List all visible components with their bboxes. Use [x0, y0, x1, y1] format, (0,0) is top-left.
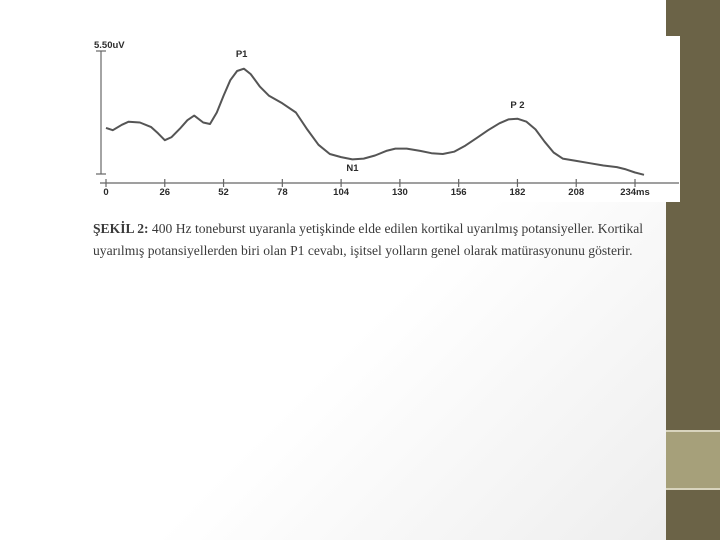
x-tick-label: 130: [391, 187, 408, 198]
x-tick-label: 182: [509, 187, 526, 198]
decor-accent-block: [666, 432, 720, 488]
x-tick-label: 26: [159, 187, 171, 198]
caption-text: 400 Hz toneburst uyaranla yetişkinde elde edilen kortikal uyarılmış potansiyeller. Kortikal uyarılmış potansiyellerden biri olan P1 cevabı, işitsel yolların genel olarak matürasyonunu gösterir.: [93, 221, 644, 258]
x-tick-label: 78: [277, 187, 288, 198]
x-axis: [100, 179, 679, 198]
x-tick-label: 52: [218, 187, 229, 198]
x-tick-label: 234ms: [620, 187, 650, 198]
caption-lead: ŞEKİL 2:: [93, 221, 149, 236]
figure-caption: [93, 218, 693, 261]
aep-waveform-figure: [90, 36, 680, 202]
waveform-chart: [90, 36, 680, 202]
annotation-group: [236, 49, 525, 174]
x-tick-label: 0: [103, 187, 109, 198]
y-top-label: 5.50uV: [94, 40, 125, 51]
decor-line-bottom: [666, 488, 720, 490]
x-tick-label: 156: [450, 187, 467, 198]
peak-label: P 2: [510, 99, 525, 111]
x-tick-label: 208: [568, 187, 585, 198]
x-tick-label: 104: [333, 187, 350, 198]
peak-label: P1: [235, 49, 248, 61]
waveform-line: [106, 69, 644, 175]
peak-label: N1: [346, 162, 359, 174]
series-group: [106, 69, 644, 175]
